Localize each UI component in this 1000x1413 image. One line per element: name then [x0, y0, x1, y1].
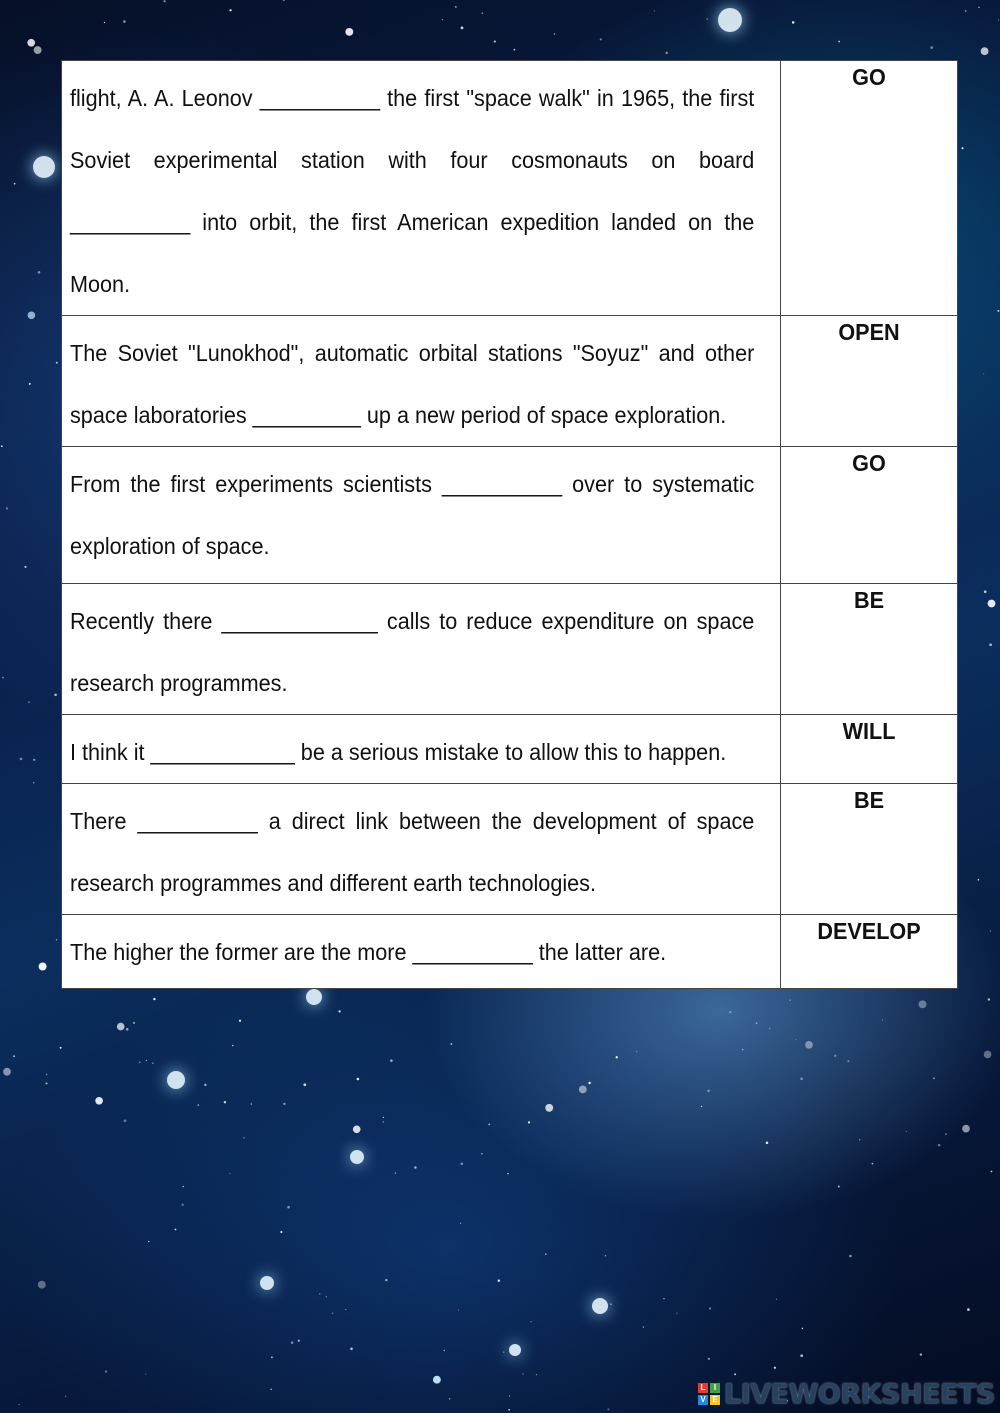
- star: [34, 46, 42, 54]
- star: [766, 1141, 769, 1144]
- star: [124, 1119, 127, 1122]
- star: [357, 1078, 360, 1081]
- logo-letter: E: [710, 1395, 720, 1405]
- star: [153, 998, 155, 1000]
- star: [849, 1255, 852, 1258]
- star: [507, 1173, 508, 1174]
- star: [20, 758, 23, 761]
- star: [449, 1398, 450, 1399]
- sentence-cell: [62, 447, 781, 584]
- star: [938, 1144, 941, 1147]
- star: [792, 21, 795, 24]
- star: [24, 566, 26, 568]
- star: [442, 19, 443, 20]
- star: [988, 998, 990, 1000]
- star: [967, 1308, 970, 1311]
- star: [509, 1395, 510, 1396]
- brand-name: LIVEWORKSHEETS: [724, 1378, 995, 1410]
- sentence-cell: [62, 715, 781, 784]
- star: [152, 1062, 153, 1063]
- star: [579, 1085, 587, 1093]
- star: [298, 1340, 300, 1342]
- keyword: WILL: [842, 718, 896, 744]
- star: [148, 1241, 149, 1242]
- bright-star: [509, 1344, 521, 1356]
- star: [481, 1153, 482, 1154]
- star: [989, 643, 992, 646]
- sentence-text: From the first experiments scientists __________ over to systematic exploration of space.: [70, 471, 755, 559]
- star: [600, 38, 602, 40]
- table-row: [62, 584, 958, 715]
- star: [998, 19, 999, 20]
- star: [461, 1163, 464, 1166]
- star: [962, 1125, 970, 1133]
- star: [229, 9, 231, 11]
- star: [498, 1280, 500, 1282]
- star: [451, 1043, 453, 1045]
- star: [706, 18, 708, 20]
- keyword-cell: [781, 584, 958, 715]
- star: [800, 1077, 803, 1080]
- star: [933, 1078, 935, 1080]
- bright-star: [167, 1071, 185, 1089]
- star: [332, 1312, 334, 1314]
- keyword-cell: [781, 447, 958, 584]
- star: [56, 362, 58, 364]
- star: [663, 1298, 664, 1299]
- sentence-text: There __________ a direct link between the development of space research programmes and different earth technologies.: [70, 808, 755, 896]
- star: [383, 1117, 384, 1118]
- star: [802, 1328, 804, 1330]
- sentence-text: Recently there _____________ calls to reduce expenditure on space research programmes.: [70, 608, 755, 696]
- star: [774, 1367, 776, 1369]
- sentence-cell: [62, 584, 781, 715]
- star: [984, 590, 987, 593]
- keyword: BE: [853, 787, 885, 813]
- star: [319, 1293, 320, 1294]
- star: [800, 1354, 803, 1357]
- star: [536, 1374, 537, 1375]
- star: [280, 1231, 282, 1233]
- star: [838, 1186, 840, 1188]
- star: [729, 1011, 731, 1013]
- star: [65, 1396, 66, 1397]
- star: [6, 507, 8, 509]
- table-row: [62, 316, 958, 447]
- star: [554, 33, 556, 35]
- star: [482, 13, 483, 14]
- star: [522, 1373, 524, 1375]
- star: [919, 1000, 927, 1008]
- star: [104, 22, 105, 23]
- sentence-text: flight, A. A. Leonov __________ the first "space walk" in 1965, the first Soviet experimental station with four cosmonauts on board __________ into orbit, the first American expedition landed on the Moon.: [70, 85, 755, 297]
- star: [126, 1028, 129, 1031]
- star: [997, 310, 999, 312]
- star: [27, 39, 35, 47]
- star: [33, 759, 35, 761]
- liveworksheets-logo[interactable]: [698, 1379, 995, 1409]
- star: [287, 1206, 290, 1209]
- star: [60, 1047, 62, 1049]
- star: [433, 1376, 441, 1384]
- table-row: [62, 915, 958, 989]
- star: [271, 1356, 273, 1358]
- star: [906, 1131, 907, 1132]
- bright-star: [718, 8, 742, 32]
- star: [2, 677, 4, 679]
- star: [988, 600, 996, 608]
- star: [882, 1019, 883, 1020]
- star: [545, 1104, 553, 1112]
- star: [494, 40, 496, 42]
- star: [326, 1296, 327, 1297]
- star: [528, 1121, 530, 1123]
- sentence-text: I think it ____________ be a serious mistake to allow this to happen.: [70, 739, 727, 765]
- star: [283, 0, 285, 1]
- star: [19, 1404, 20, 1405]
- star: [133, 1022, 135, 1024]
- star: [56, 939, 57, 940]
- star: [395, 1172, 396, 1173]
- star: [251, 1103, 253, 1105]
- star: [145, 1374, 146, 1375]
- keyword: BE: [853, 587, 885, 613]
- star: [742, 1049, 743, 1050]
- star: [789, 999, 791, 1001]
- keyword: OPEN: [838, 319, 900, 345]
- star: [776, 1299, 777, 1300]
- star: [531, 1321, 532, 1322]
- star: [709, 1308, 711, 1310]
- star: [978, 879, 980, 881]
- star: [488, 1123, 490, 1125]
- sentence-cell: [62, 784, 781, 915]
- star: [756, 1022, 758, 1024]
- star: [95, 1097, 103, 1105]
- star: [508, 1409, 510, 1411]
- star: [350, 1347, 353, 1350]
- star: [605, 1255, 606, 1256]
- star: [46, 1083, 48, 1085]
- star: [834, 1055, 836, 1057]
- star: [514, 49, 516, 51]
- table-row: [62, 447, 958, 584]
- logo-letter: L: [698, 1383, 708, 1393]
- star: [978, 7, 979, 8]
- keyword-cell: [781, 61, 958, 316]
- keyword-cell: [781, 915, 958, 989]
- table-row: [62, 715, 958, 784]
- star: [291, 1341, 294, 1344]
- star: [643, 1326, 644, 1327]
- sentence-cell: [62, 915, 781, 989]
- table-row: [62, 784, 958, 915]
- star: [338, 1010, 340, 1012]
- star: [458, 1310, 459, 1311]
- star: [303, 1083, 306, 1086]
- star: [28, 311, 36, 319]
- star: [461, 27, 464, 30]
- star: [232, 1045, 234, 1047]
- star: [503, 1351, 504, 1352]
- star: [676, 1313, 677, 1314]
- star: [46, 1074, 48, 1076]
- star: [545, 1253, 547, 1255]
- star: [39, 963, 47, 971]
- star: [54, 694, 57, 697]
- keyword-cell: [781, 784, 958, 915]
- star: [105, 1370, 107, 1372]
- star: [701, 1106, 702, 1107]
- bright-star: [306, 989, 322, 1005]
- star: [636, 1051, 637, 1052]
- star: [270, 1389, 271, 1390]
- star: [838, 41, 840, 43]
- star: [930, 46, 933, 49]
- sentence-cell: [62, 316, 781, 447]
- star: [146, 1060, 147, 1061]
- star: [390, 1059, 393, 1062]
- keyword: GO: [852, 64, 886, 90]
- liveworksheets-icon: [698, 1383, 720, 1405]
- star: [29, 383, 31, 385]
- star: [117, 1023, 125, 1031]
- sentence-text: The higher the former are the more __________ the latter are.: [70, 939, 667, 965]
- star: [805, 1041, 813, 1049]
- star: [353, 1125, 361, 1133]
- star: [182, 1186, 184, 1188]
- star: [920, 1353, 922, 1355]
- star: [990, 930, 991, 931]
- star: [708, 1358, 710, 1360]
- star: [204, 1084, 206, 1086]
- star: [383, 1121, 385, 1123]
- star: [229, 1173, 230, 1174]
- keyword: GO: [852, 450, 886, 476]
- star: [734, 1373, 736, 1375]
- star: [769, 1028, 771, 1030]
- star: [962, 147, 964, 149]
- star: [460, 1223, 461, 1224]
- star: [1, 445, 3, 447]
- star: [981, 47, 989, 55]
- keyword-cell: [781, 715, 958, 784]
- star: [847, 1060, 849, 1062]
- star: [14, 183, 16, 185]
- star: [707, 1090, 709, 1092]
- keyword-cell: [781, 316, 958, 447]
- star: [198, 1104, 199, 1105]
- sentence-cell: [62, 61, 781, 316]
- star: [945, 1133, 947, 1135]
- star: [182, 1204, 184, 1206]
- star: [38, 271, 41, 274]
- star: [28, 701, 30, 703]
- star: [795, 1039, 796, 1040]
- star: [444, 1350, 445, 1351]
- star: [859, 1139, 860, 1140]
- star: [345, 1309, 346, 1310]
- star: [414, 1166, 416, 1168]
- sentence-text: The Soviet "Lunokhod", automatic orbital stations "Soyuz" and other space laboratories _________ up a new period of space exploration.: [70, 340, 755, 428]
- bright-star: [33, 156, 55, 178]
- star: [163, 0, 165, 2]
- star: [139, 1061, 141, 1063]
- exercise-table: [61, 60, 958, 989]
- star: [983, 373, 984, 374]
- star: [13, 1055, 15, 1057]
- bright-star: [350, 1150, 364, 1164]
- star: [872, 1163, 874, 1165]
- keyword: DEVELOP: [817, 918, 921, 944]
- star: [175, 1229, 177, 1231]
- star: [3, 1068, 11, 1076]
- logo-letter: V: [698, 1395, 708, 1405]
- star: [283, 1103, 285, 1105]
- table-row: [62, 61, 958, 316]
- bright-star: [592, 1298, 608, 1314]
- star: [385, 1279, 387, 1281]
- star: [665, 52, 667, 54]
- star: [38, 1281, 46, 1289]
- star: [123, 20, 126, 23]
- star: [984, 1051, 992, 1059]
- star: [243, 1137, 244, 1138]
- star: [239, 1020, 241, 1022]
- star: [224, 1101, 226, 1103]
- star: [345, 28, 353, 36]
- star: [616, 1056, 618, 1058]
- logo-letter: I: [710, 1383, 720, 1393]
- star: [654, 10, 655, 11]
- star: [610, 1304, 611, 1305]
- star: [965, 10, 967, 12]
- bright-star: [260, 1276, 274, 1290]
- star: [991, 1171, 993, 1173]
- star: [455, 6, 457, 8]
- star: [33, 782, 34, 783]
- star: [607, 1408, 609, 1410]
- star: [588, 1082, 590, 1084]
